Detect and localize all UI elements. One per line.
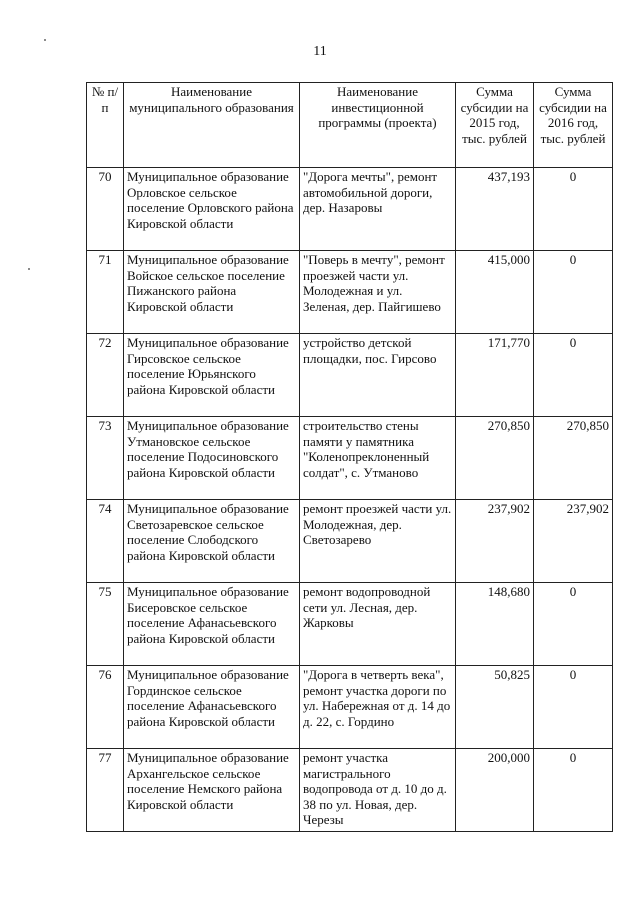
sum-2015-cell: 437,193 [456,168,534,251]
sum-2015-cell: 171,770 [456,334,534,417]
sum-2015-cell: 50,825 [456,666,534,749]
num-cell: 71 [87,251,124,334]
program-cell: "Дорога в четверть века", ремонт участка дороги по ул. Набережная от д. 14 до д. 22, с. Гордино [300,666,456,749]
municipality-cell: Муниципальное образование Войское сельское поселение Пижанского района Кировской области [124,251,300,334]
program-cell: "Поверь в мечту", ремонт проезжей части ул. Молодежная и ул. Зеленая, дер. Пайгишево [300,251,456,334]
municipality-cell: Муниципальное образование Орловское сельское поселение Орловского района Кировской области [124,168,300,251]
municipality-cell: Муниципальное образование Архангельское сельское поселение Немского района Кировской области [124,749,300,832]
program-cell: строительство стены памяти у памятника "Коленопреклоненный солдат", с. Утманово [300,417,456,500]
num-cell: 75 [87,583,124,666]
table-row [87,417,613,500]
table-row [87,500,613,583]
sum-2016-cell: 0 [534,251,613,334]
num-cell: 70 [87,168,124,251]
sum-2015-cell: 148,680 [456,583,534,666]
scan-speck [44,39,46,41]
num-cell: 77 [87,749,124,832]
sum-2016-cell: 0 [534,583,613,666]
num-cell: 73 [87,417,124,500]
program-cell: ремонт водопроводной сети ул. Лесная, дер. Жарковы [300,583,456,666]
header-program: Наименование инвестиционной программы (проекта) [300,83,456,168]
sum-2015-cell: 415,000 [456,251,534,334]
sum-2016-cell: 0 [534,666,613,749]
table-row [87,251,613,334]
sum-2016-cell: 237,902 [534,500,613,583]
table-row [87,334,613,417]
sum-2015-cell: 200,000 [456,749,534,832]
table-row [87,583,613,666]
header-sum-2015: Сумма субсидии на 2015 год, тыс. рублей [456,83,534,168]
page-number: 11 [313,44,327,59]
table-row [87,666,613,749]
table-row [87,168,613,251]
sum-2016-cell: 0 [534,168,613,251]
municipality-cell: Муниципальное образование Утмановское сельское поселение Подосиновского района Кировской области [124,417,300,500]
program-cell: ремонт проезжей части ул. Молодежная, дер. Светозарево [300,500,456,583]
header-municipality: Наименование муниципального образования [124,83,300,168]
sum-2015-cell: 270,850 [456,417,534,500]
program-cell: ремонт участка магистрального водопровода от д. 10 до д. 38 по ул. Новая, дер. Черезы [300,749,456,832]
sum-2016-cell: 0 [534,334,613,417]
sum-2015-cell: 237,902 [456,500,534,583]
sum-2016-cell: 0 [534,749,613,832]
table-header-row [87,83,613,168]
program-cell: "Дорога мечты", ремонт автомобильной дороги, дер. Назаровы [300,168,456,251]
num-cell: 74 [87,500,124,583]
subsidy-table [86,82,613,832]
table-row [87,749,613,832]
municipality-cell: Муниципальное образование Бисеровское сельское поселение Афанасьевского района Кировской области [124,583,300,666]
num-cell: 76 [87,666,124,749]
scan-speck [28,268,30,270]
sum-2016-cell: 270,850 [534,417,613,500]
num-cell: 72 [87,334,124,417]
municipality-cell: Муниципальное образование Гординское сельское поселение Афанасьевского района Кировской области [124,666,300,749]
header-sum-2016: Сумма субсидии на 2016 год, тыс. рублей [534,83,613,168]
header-num: № п/п [87,83,124,168]
municipality-cell: Муниципальное образование Светозаревское сельское поселение Слободского района Кировской области [124,500,300,583]
municipality-cell: Муниципальное образование Гирсовское сельское поселение Юрьянского района Кировской области [124,334,300,417]
program-cell: устройство детской площадки, пос. Гирсово [300,334,456,417]
